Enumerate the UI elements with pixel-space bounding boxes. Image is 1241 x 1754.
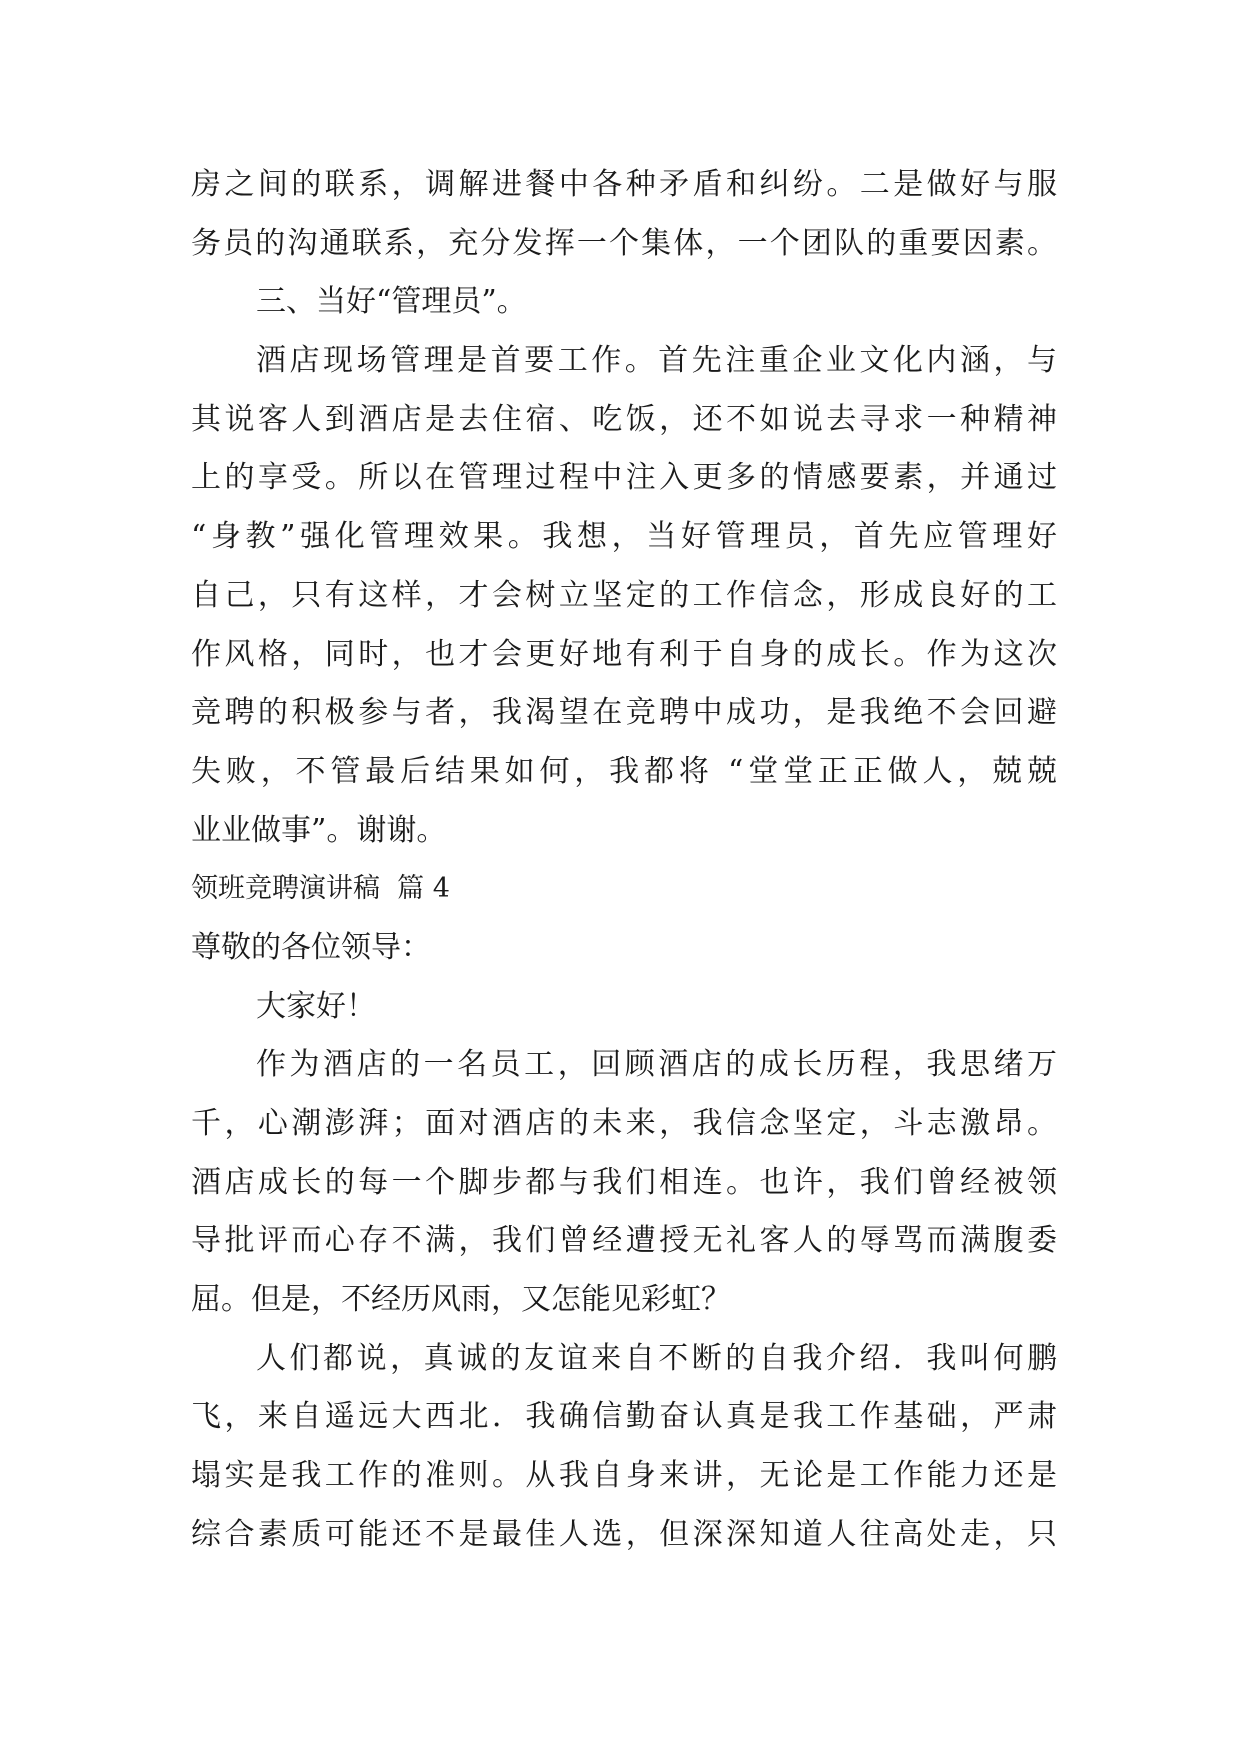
text-line: 失败，不管最后结果如何，我都将 “堂堂正正做人，兢兢	[191, 753, 1057, 789]
text-line: 竞聘的积极参与者，我渴望在竞聘中成功，是我绝不会回避	[191, 695, 1057, 731]
text-line: 飞，来自遥远大西北．我确信勤奋认真是我工作基础，严肃	[191, 1399, 1057, 1435]
text-line: 酒店成长的每一个脚步都与我们相连。也许，我们曾经被领	[191, 1164, 1057, 1200]
text-line: 房之间的联系，调解进餐中各种矛盾和纠纷。二是做好与服	[191, 167, 1057, 202]
text-line: 屈。但是，不经历风雨，又怎能见彩虹？	[191, 1282, 731, 1318]
greeting: 大家好！	[256, 988, 376, 1024]
text-line: 导批评而心存不满，我们曾经遭授无礼客人的辱骂而满腹委	[191, 1223, 1057, 1259]
text-line: 作为酒店的一名员工，回顾酒店的成长历程，我思绪万	[256, 1047, 1057, 1083]
text-line: 业业做事”。谢谢。	[191, 812, 447, 848]
text-line: 千，心潮澎湃；面对酒店的未来，我信念坚定，斗志激昂。	[191, 1106, 1057, 1141]
text-line: 综合素质可能还不是最佳人选，但深深知道人往高处走，只	[191, 1516, 1057, 1552]
text-line: 务员的沟通联系，充分发挥一个集体，一个团队的重要因素。	[191, 225, 1057, 261]
text-line: 自己，只有这样，才会树立坚定的工作信念，形成良好的工	[191, 577, 1057, 613]
text-line: 人们都说，真诚的友谊来自不断的自我介绍．我叫何鹏	[256, 1340, 1057, 1376]
text-line: “身教”强化管理效果。我想，当好管理员，首先应管理好	[191, 519, 1057, 555]
section-title: 三、当好“管理员”。	[256, 284, 527, 320]
article-heading: 领班竞聘演讲稿 篇 4	[191, 873, 450, 905]
text-line: 作风格，同时，也才会更好地有利于自身的成长。作为这次	[191, 636, 1057, 672]
salutation: 尊敬的各位领导：	[191, 929, 431, 965]
text-line: 塌实是我工作的准则。从我自身来讲，无论是工作能力还是	[191, 1458, 1057, 1494]
document-body	[191, 156, 1057, 1565]
text-line: 上的享受。所以在管理过程中注入更多的情感要素，并通过	[191, 460, 1057, 496]
text-line: 其说客人到酒店是去住宿、吃饭，还不如说去寻求一种精神	[191, 401, 1057, 437]
text-line: 酒店现场管理是首要工作。首先注重企业文化内涵，与	[256, 343, 1057, 379]
